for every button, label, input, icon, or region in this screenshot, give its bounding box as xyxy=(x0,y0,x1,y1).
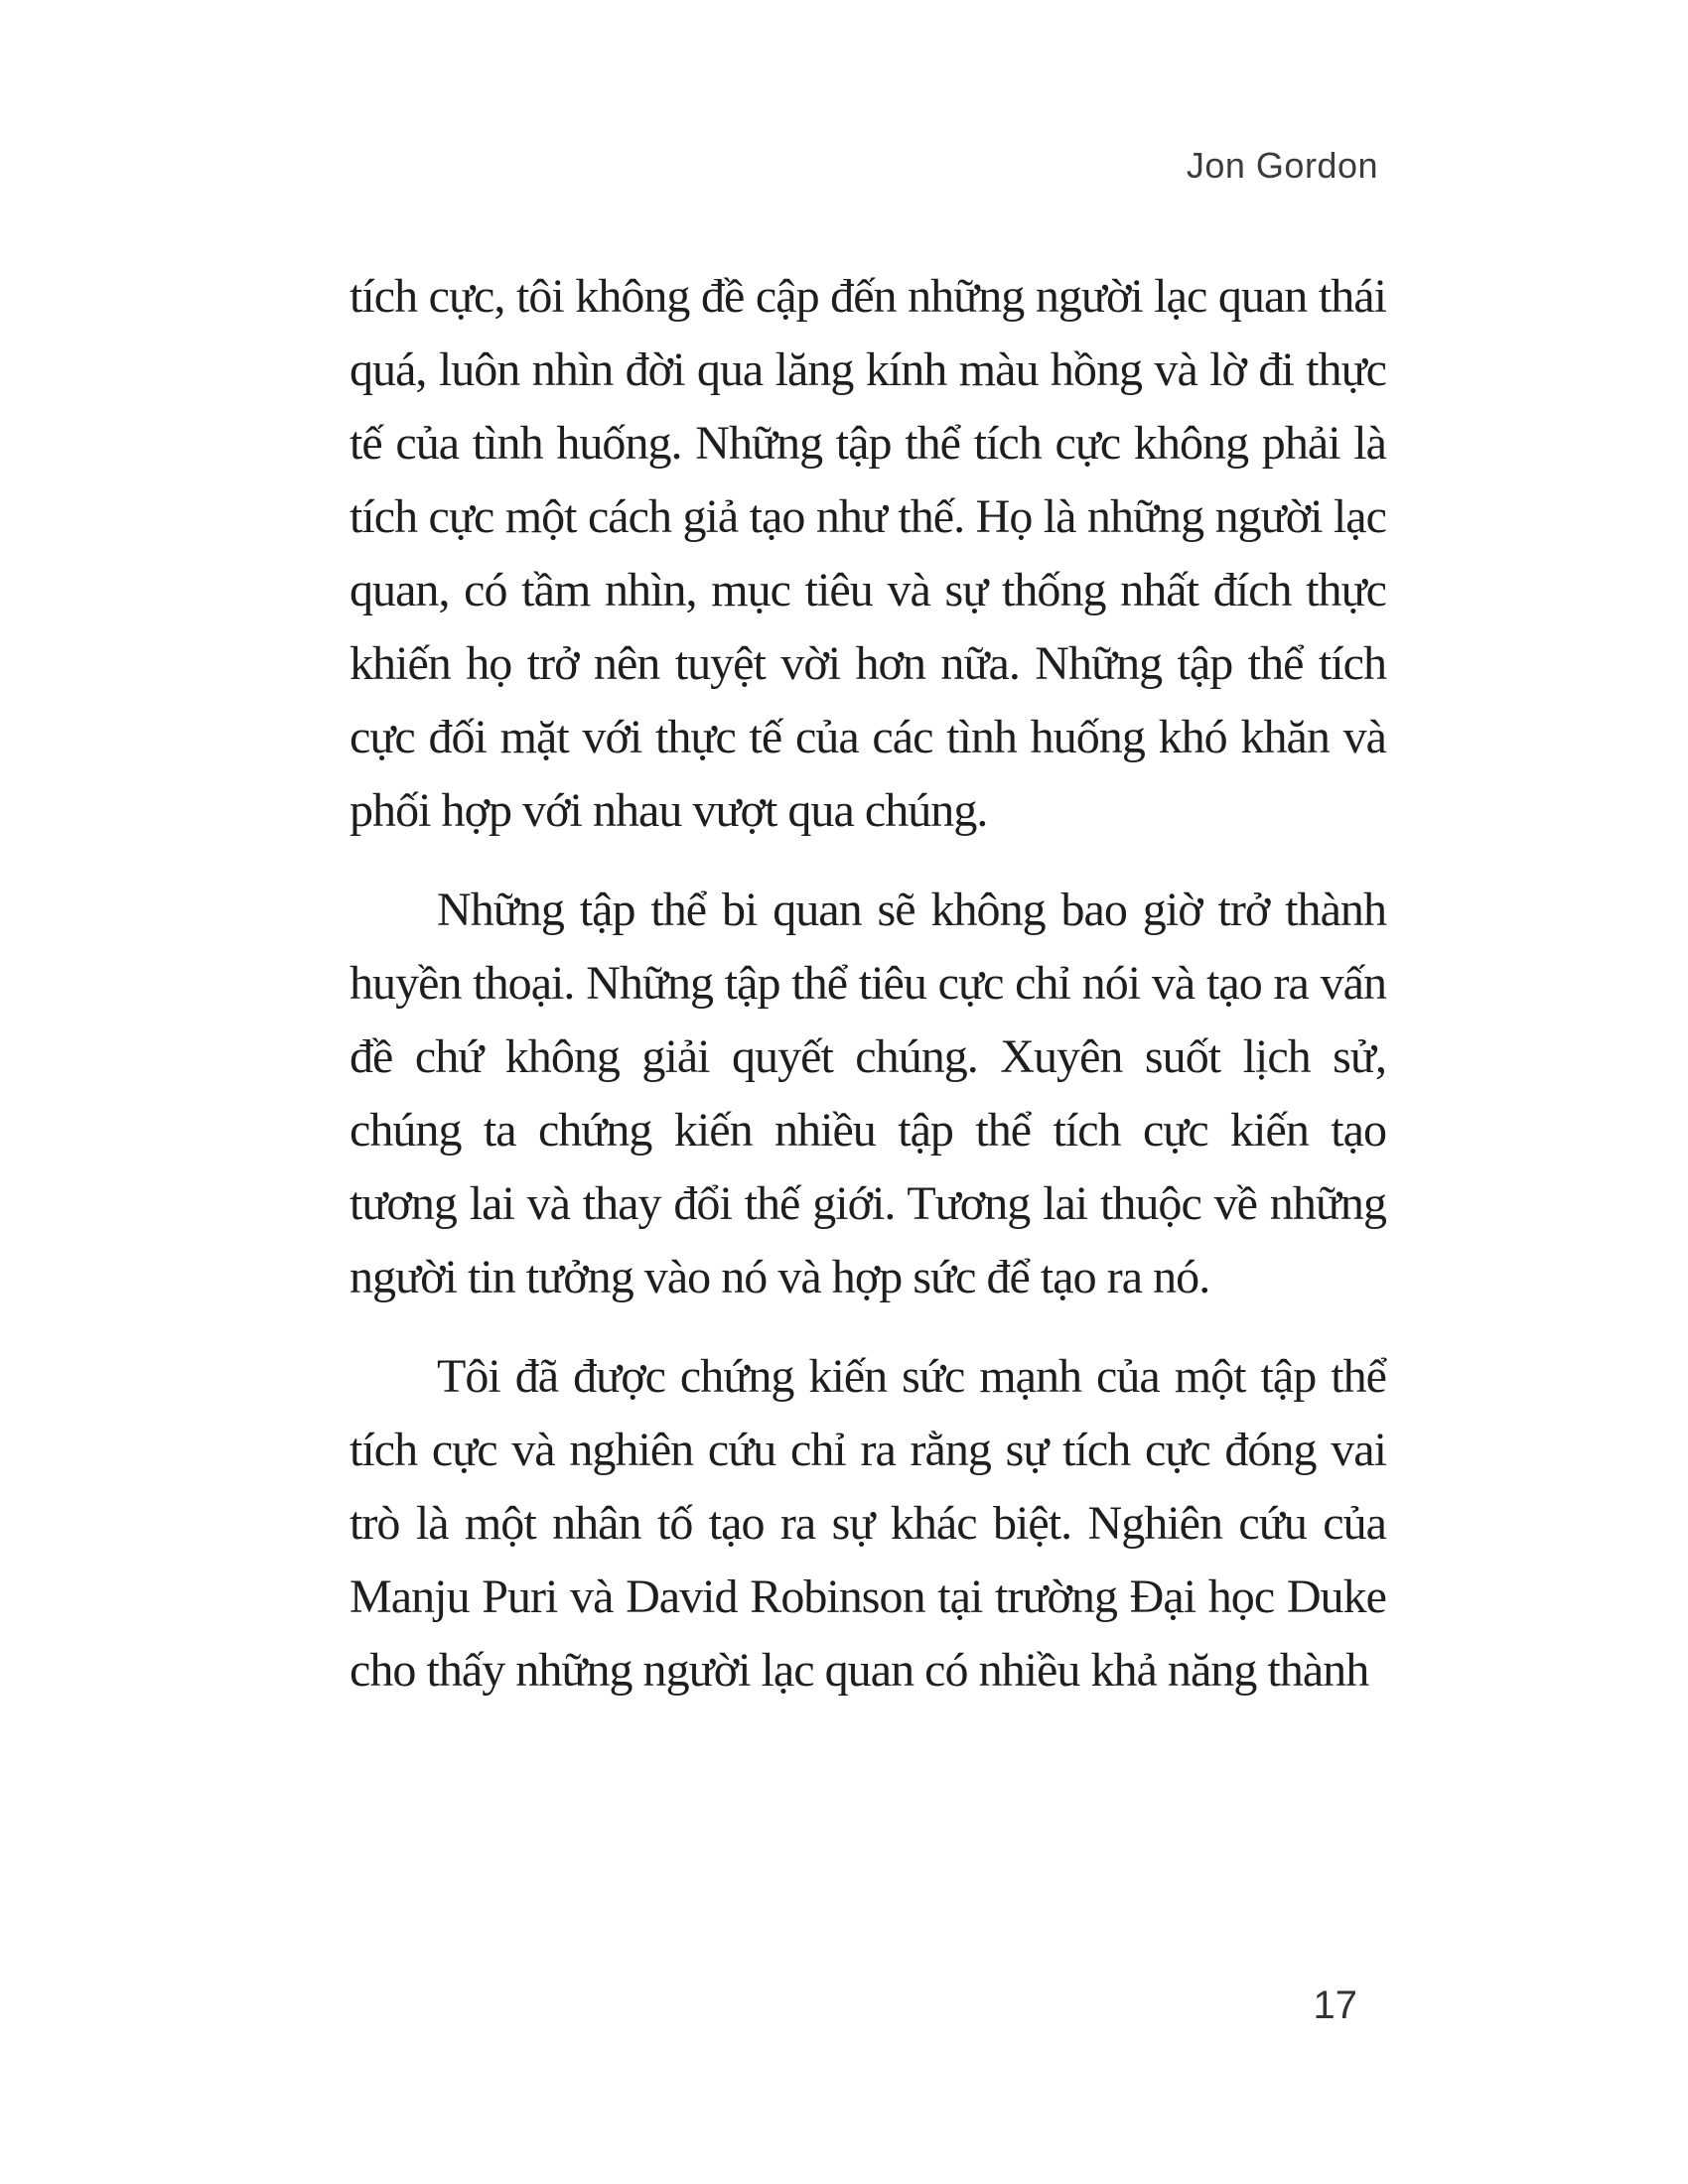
paragraph: Tôi đã được chứng kiến sức mạnh của một tập thể tích cực và nghiên cứu chỉ ra rằng sự tích cực đóng vai trò là một nhân tố tạo ra sự khác biệt. Nghiên cứu của Manju Puri và David Robinson tại trường Đại học Duke cho thấy những người lạc quan có nhiều khả năng thành xyxy=(350,1350,1386,1697)
body-text xyxy=(350,260,1386,1707)
running-header-author: Jon Gordon xyxy=(1186,145,1378,186)
paragraph: tích cực, tôi không đề cập đến những người lạc quan thái quá, luôn nhìn đời qua lăng kính màu hồng và lờ đi thực tế của tình huống. Những tập thể tích cực không phải là tích cực một cách giả tạo như thế. Họ là những người lạc quan, có tầm nhìn, mục tiêu và sự thống nhất đích thực khiến họ trở nên tuyệt vời hơn nữa. Những tập thể tích cực đối mặt với thực tế của các tình huống khó khăn và phối hợp với nhau vượt qua chúng. xyxy=(350,270,1386,837)
paragraph: Những tập thể bi quan sẽ không bao giờ trở thành huyền thoại. Những tập thể tiêu cực chỉ nói và tạo ra vấn đề chứ không giải quyết chúng. Xuyên suốt lịch sử, chúng ta chứng kiến nhiều tập thể tích cực kiến tạo tương lai và thay đổi thế giới. Tương lai thuộc về những người tin tưởng vào nó và hợp sức để tạo ra nó. xyxy=(350,884,1386,1303)
page-number: 17 xyxy=(1313,1983,1357,2027)
